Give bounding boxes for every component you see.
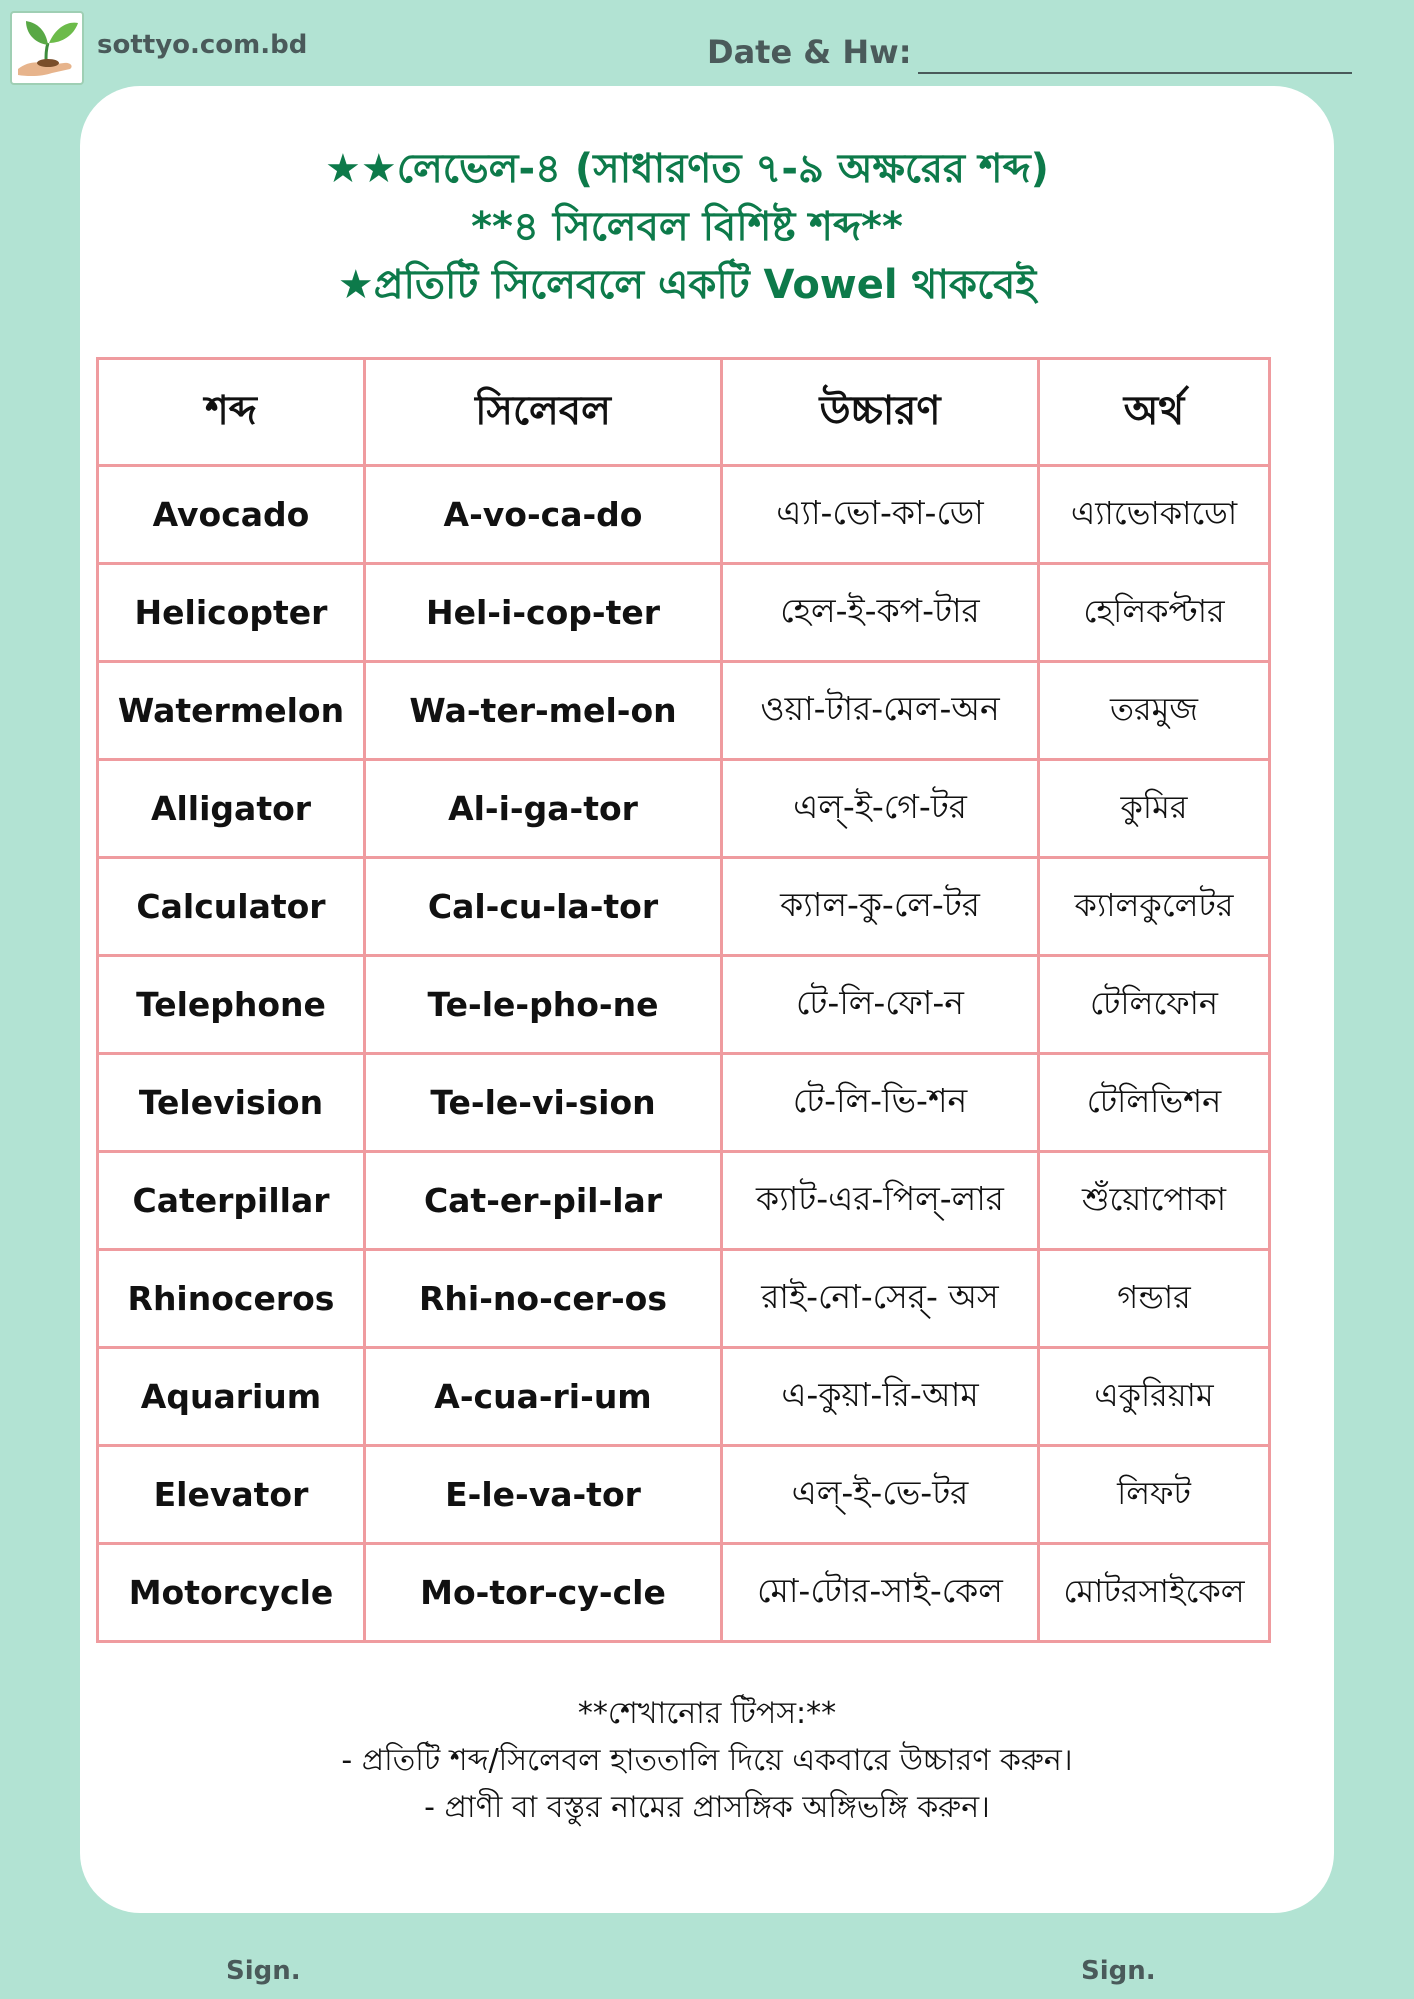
- word-cell: Alligator: [98, 760, 365, 858]
- title-line-1: ★★লেভেল-৪ (সাধারণত ৭-৯ অক্ষরের শব্দ): [325, 146, 1049, 192]
- syllable-cell: Cat-er-pil-lar: [365, 1152, 722, 1250]
- word-cell: Watermelon: [98, 662, 365, 760]
- title-block: [0, 140, 1374, 314]
- meaning-cell: এ্যাভোকাডো: [1039, 466, 1270, 564]
- pronunciation-cell: রাই-নো-সের্- অস: [722, 1250, 1039, 1348]
- plant-hand-icon: [12, 13, 82, 83]
- syllable-cell: Cal-cu-la-tor: [365, 858, 722, 956]
- word-cell: Elevator: [98, 1446, 365, 1544]
- word-cell: Avocado: [98, 466, 365, 564]
- meaning-cell: গন্ডার: [1039, 1250, 1270, 1348]
- word-cell: Aquarium: [98, 1348, 365, 1446]
- pronunciation-cell: এল্-ই-ভে-টর: [722, 1446, 1039, 1544]
- pronunciation-cell: টে-লি-ফো-ন: [722, 956, 1039, 1054]
- pronunciation-cell: হেল-ই-কপ-টার: [722, 564, 1039, 662]
- table-row: [98, 662, 1270, 760]
- pronunciation-cell: মো-টোর-সাই-কেল: [722, 1544, 1039, 1642]
- syllable-cell: E-le-va-tor: [365, 1446, 722, 1544]
- syllable-cell: A-cua-ri-um: [365, 1348, 722, 1446]
- header-meaning: অর্থ: [1039, 359, 1270, 466]
- title-line-3: ★প্রতিটি সিলেবলে একটি Vowel থাকবেই: [337, 262, 1037, 308]
- meaning-cell: টেলিফোন: [1039, 956, 1270, 1054]
- date-hw-label: Date & Hw:: [707, 33, 912, 71]
- table-row: [98, 858, 1270, 956]
- meaning-cell: ক্যালকুলেটর: [1039, 858, 1270, 956]
- table-header-row: [98, 359, 1270, 466]
- header-word: শব্দ: [98, 359, 365, 466]
- table-row: [98, 1446, 1270, 1544]
- syllable-table: [96, 357, 1271, 1643]
- pronunciation-cell: ক্যাল-কু-লে-টর: [722, 858, 1039, 956]
- title-line-2: **৪ সিলেবল বিশিষ্ট শব্দ**: [471, 204, 903, 250]
- word-cell: Telephone: [98, 956, 365, 1054]
- tips-heading: **শেখানোর টিপস:**: [577, 1696, 837, 1731]
- pronunciation-cell: এল্-ই-গে-টর: [722, 760, 1039, 858]
- word-cell: Caterpillar: [98, 1152, 365, 1250]
- meaning-cell: হেলিকপ্টার: [1039, 564, 1270, 662]
- syllable-cell: A-vo-ca-do: [365, 466, 722, 564]
- tip-line-2: - প্রাণী বা বস্তুর নামের প্রাসঙ্গিক অঙ্গিভঙ্গি করুন।: [424, 1790, 990, 1825]
- table-row: [98, 956, 1270, 1054]
- pronunciation-cell: ক্যাট-এর-পিল্-লার: [722, 1152, 1039, 1250]
- word-cell: Helicopter: [98, 564, 365, 662]
- table-row: [98, 760, 1270, 858]
- date-hw-line: [918, 72, 1352, 74]
- pronunciation-cell: এ্যা-ভো-কা-ডো: [722, 466, 1039, 564]
- sign-right: Sign.: [1081, 1956, 1156, 1986]
- word-cell: Calculator: [98, 858, 365, 956]
- meaning-cell: কুমির: [1039, 760, 1270, 858]
- logo: [10, 11, 84, 85]
- syllable-cell: Hel-i-cop-ter: [365, 564, 722, 662]
- meaning-cell: লিফট: [1039, 1446, 1270, 1544]
- pronunciation-cell: ওয়া-টার-মেল-অন: [722, 662, 1039, 760]
- syllable-cell: Te-le-pho-ne: [365, 956, 722, 1054]
- meaning-cell: টেলিভিশন: [1039, 1054, 1270, 1152]
- table-row: [98, 1544, 1270, 1642]
- meaning-cell: শুঁয়োপোকা: [1039, 1152, 1270, 1250]
- header-pronunciation: উচ্চারণ: [722, 359, 1039, 466]
- syllable-cell: Mo-tor-cy-cle: [365, 1544, 722, 1642]
- word-cell: Television: [98, 1054, 365, 1152]
- syllable-cell: Al-i-ga-tor: [365, 760, 722, 858]
- pronunciation-cell: টে-লি-ভি-শন: [722, 1054, 1039, 1152]
- table-row: [98, 1152, 1270, 1250]
- syllable-cell: Rhi-no-cer-os: [365, 1250, 722, 1348]
- meaning-cell: একুরিয়াম: [1039, 1348, 1270, 1446]
- table-row: [98, 466, 1270, 564]
- meaning-cell: তরমুজ: [1039, 662, 1270, 760]
- table-row: [98, 1054, 1270, 1152]
- table-row: [98, 1348, 1270, 1446]
- word-cell: Motorcycle: [98, 1544, 365, 1642]
- table-row: [98, 564, 1270, 662]
- sign-left: Sign.: [226, 1956, 301, 1986]
- table-row: [98, 1250, 1270, 1348]
- meaning-cell: মোটরসাইকেল: [1039, 1544, 1270, 1642]
- word-cell: Rhinoceros: [98, 1250, 365, 1348]
- pronunciation-cell: এ-কুয়া-রি-আম: [722, 1348, 1039, 1446]
- tip-line-1: - প্রতিটি শব্দ/সিলেবল হাততালি দিয়ে একবারে উচ্চারণ করুন।: [341, 1743, 1073, 1778]
- header-syllable: সিলেবল: [365, 359, 722, 466]
- site-name: sottyo.com.bd: [97, 30, 308, 60]
- teaching-tips: [80, 1690, 1334, 1831]
- syllable-cell: Wa-ter-mel-on: [365, 662, 722, 760]
- syllable-cell: Te-le-vi-sion: [365, 1054, 722, 1152]
